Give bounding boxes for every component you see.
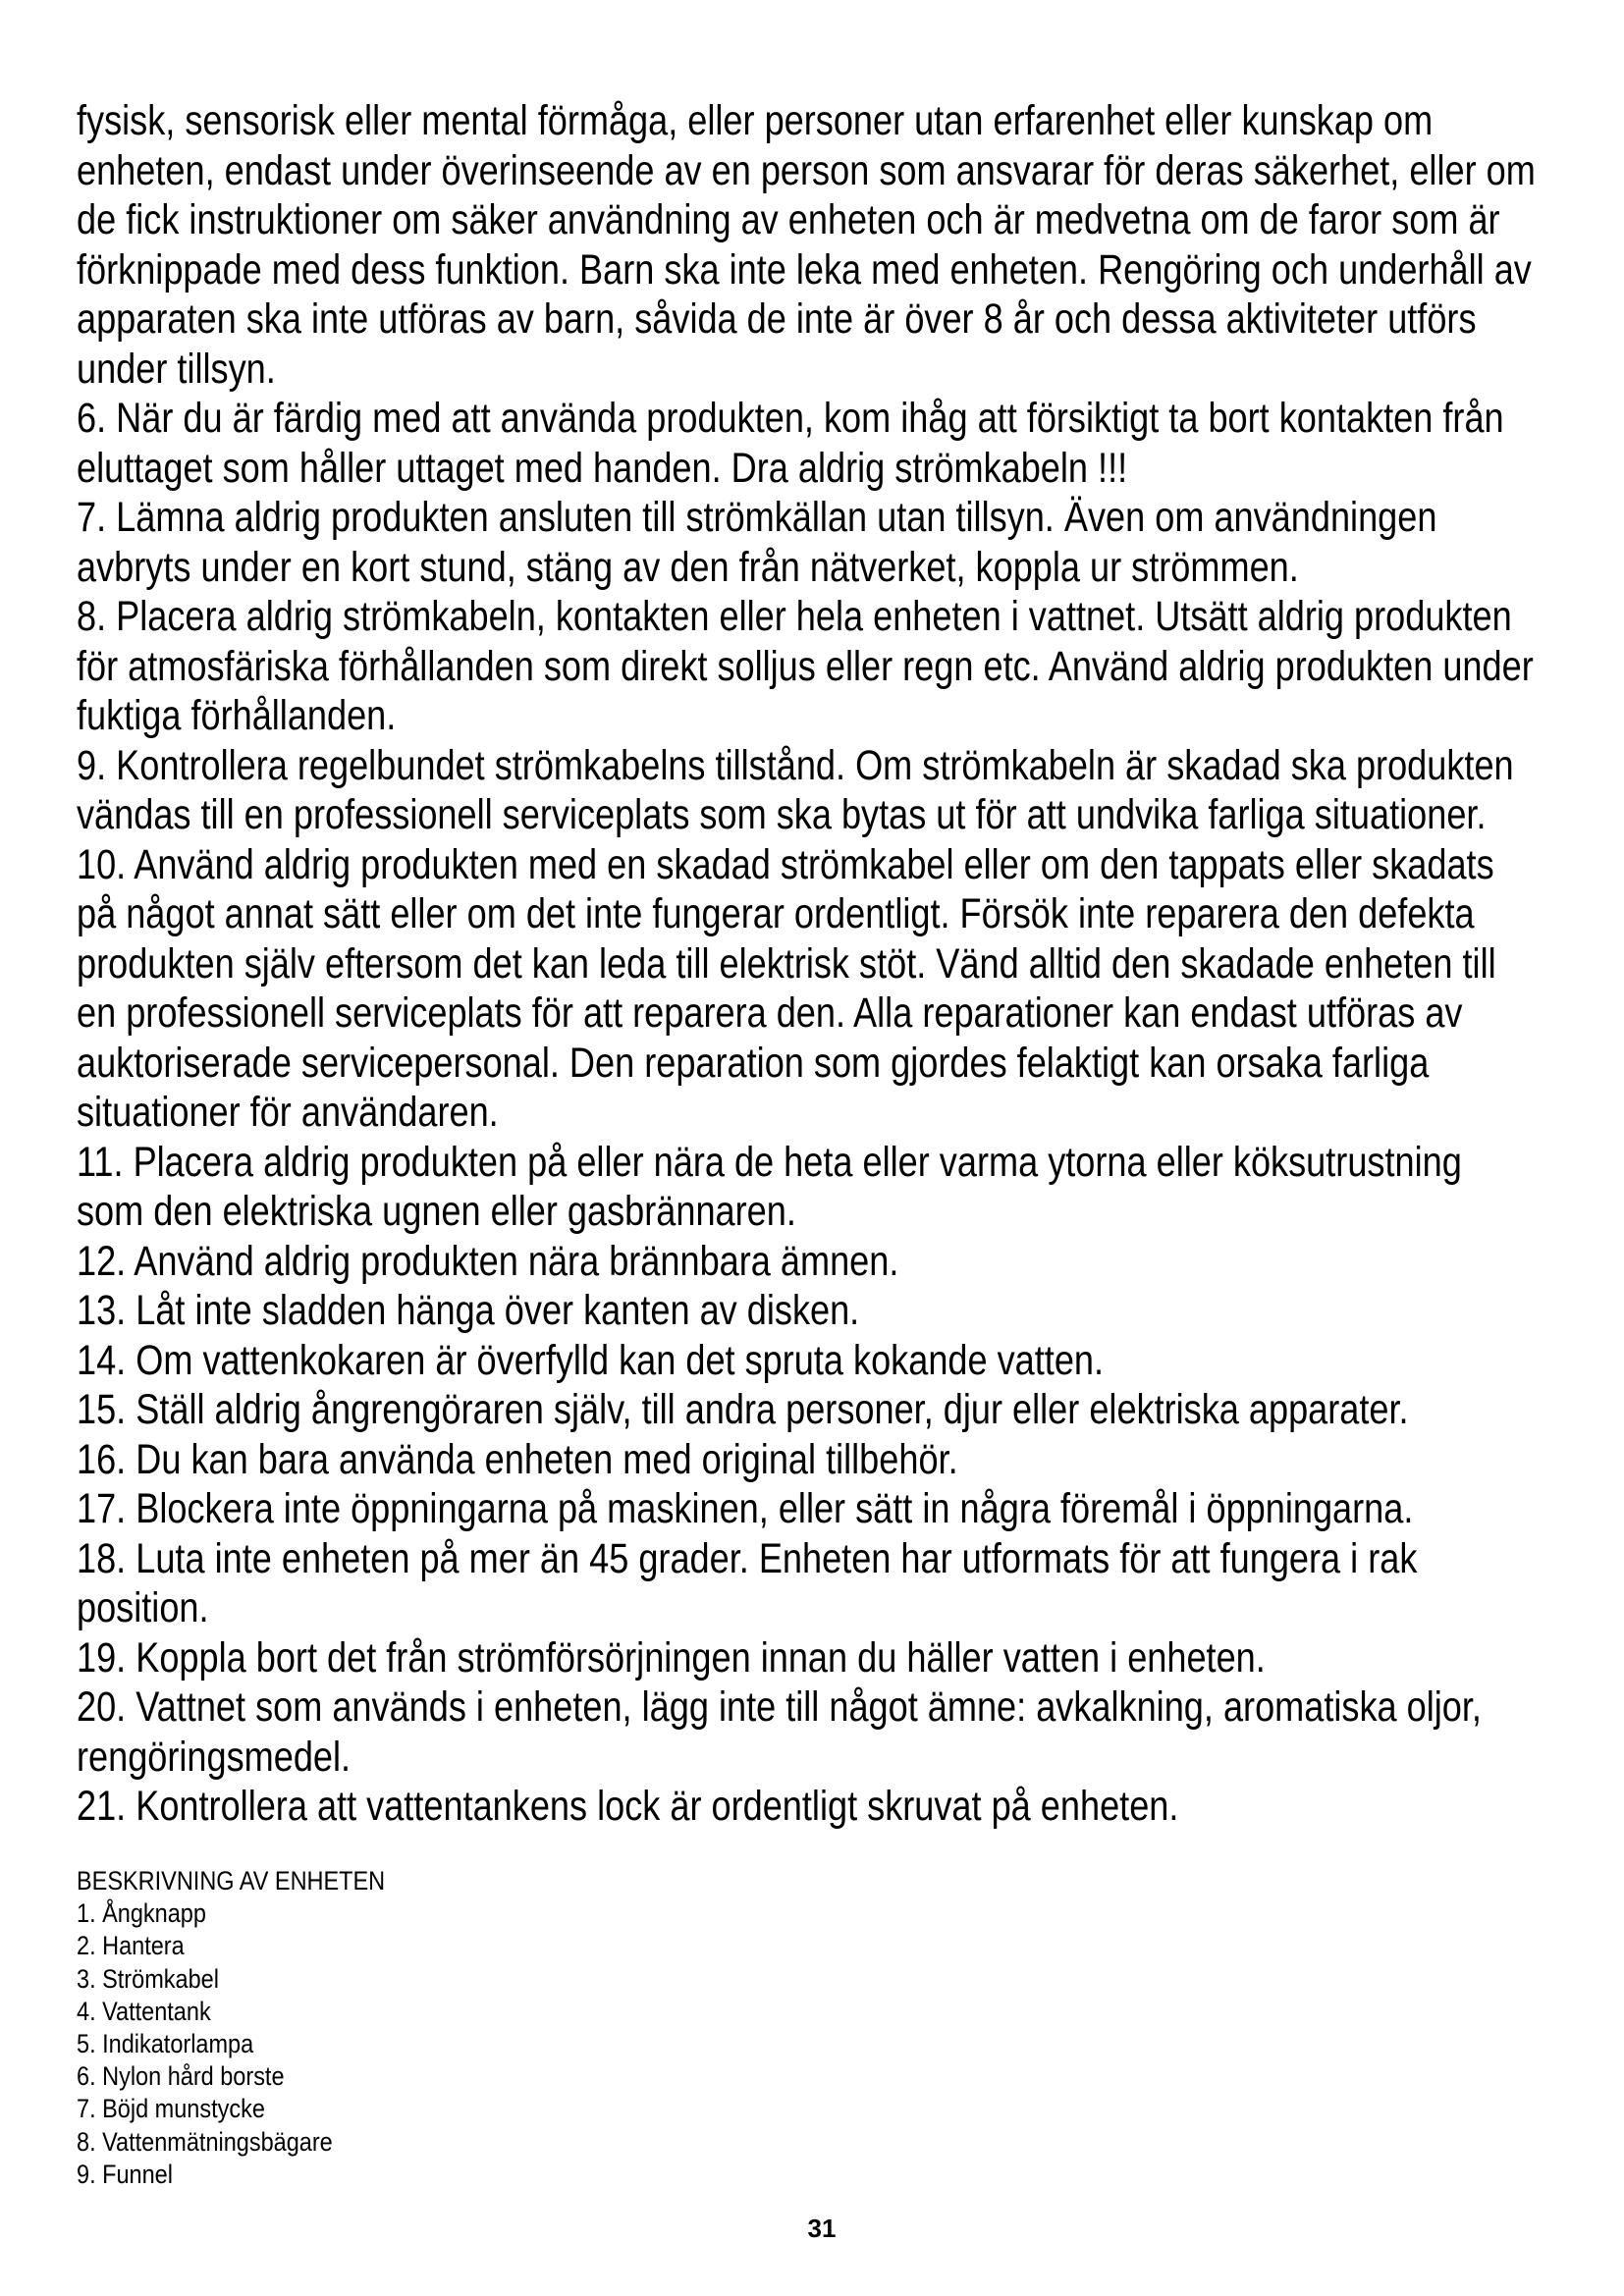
- body-text-line: 7. Lämna aldrig produkten ansluten till strömkällan utan tillsyn. Även om användningen: [77, 494, 1437, 541]
- instruction-item-9: [77, 741, 1618, 840]
- body-text-line: 12. Använd aldrig produkten nära brännbara ämnen.: [77, 1237, 899, 1285]
- body-text-line: 11. Placera aldrig produkten på eller nära de heta eller varma ytorna eller köksutrustning: [77, 1138, 1462, 1186]
- instruction-continuation: [77, 96, 1618, 394]
- body-text-line: förknippade med dess funktion. Barn ska inte leka med enheten. Rengöring och underhåll av: [77, 245, 1532, 294]
- body-text-line: auktoriserade servicepersonal. Den reparation som gjordes felaktigt kan orsaka farliga: [77, 1039, 1430, 1087]
- body-text-line: fysisk, sensorisk eller mental förmåga, eller personer utan erfarenhet eller kunskap om: [77, 97, 1434, 144]
- instruction-item-6: [77, 394, 1618, 493]
- body-text-line: produkten själv eftersom det kan leda till elektrisk stöt. Vänd alltid den skadade enheten till: [77, 939, 1496, 988]
- instruction-item-17: [77, 1484, 1618, 1534]
- parts-list-item: 2. Hantera: [77, 1931, 185, 1961]
- safety-instructions: [77, 96, 1618, 1832]
- body-text-line: de fick instruktioner om säker användning av enheten och är medvetna om de faror som är: [77, 196, 1500, 243]
- body-text-line: rengöringsmedel.: [77, 1733, 352, 1781]
- body-text-line: fuktiga förhållanden.: [77, 692, 397, 739]
- instruction-item-16: [77, 1435, 1618, 1485]
- device-description: [77, 1865, 1058, 2191]
- body-text-line: som den elektriska ugnen eller gasbrännaren.: [77, 1188, 796, 1235]
- instruction-item-13: [77, 1286, 1618, 1336]
- instruction-item-18: [77, 1534, 1618, 1633]
- body-text-line: på något annat sätt eller om det inte fungerar ordentligt. Försök inte reparera den defekta: [77, 890, 1475, 937]
- instruction-item-19: [77, 1633, 1618, 1683]
- body-text-line: 18. Luta inte enheten på mer än 45 grader. Enheten har utformats för att fungera i rak: [77, 1534, 1418, 1582]
- body-text-line: 15. Ställ aldrig ångrengöraren själv, till andra personer, djur eller elektriska apparater.: [77, 1386, 1409, 1433]
- page-number: 31: [807, 2214, 837, 2243]
- body-text-line: 9. Kontrollera regelbundet strömkabelns tillstånd. Om strömkabeln är skadad ska produkten: [77, 741, 1514, 789]
- parts-list-item: 7. Böjd munstycke: [77, 2094, 265, 2124]
- parts-list: [77, 1897, 1058, 2191]
- parts-list-item: 9. Funnel: [77, 2159, 173, 2189]
- instruction-item-10: [77, 840, 1618, 1138]
- body-text-line: 6. När du är färdig med att använda produkten, kom ihåg att försiktigt ta bort kontakten från: [77, 395, 1504, 442]
- parts-list-item: 6. Nylon hård borste: [77, 2061, 285, 2092]
- body-text-line: 14. Om vattenkokaren är överfylld kan det spruta kokande vatten.: [77, 1336, 1105, 1384]
- body-text-line: 8. Placera aldrig strömkabeln, kontakten eller hela enheten i vattnet. Utsätt aldrig produkten: [77, 593, 1512, 640]
- parts-list-item: 4. Vattentank: [77, 1996, 211, 2026]
- body-text-line: 13. Låt inte sladden hänga över kanten av disken.: [77, 1287, 860, 1334]
- body-text-line: 21. Kontrollera att vattentankens lock är ordentligt skruvat på enheten.: [77, 1783, 1179, 1830]
- body-text-line: 20. Vattnet som används i enheten, lägg inte till något ämne: avkalkning, aromatiska oljor,: [77, 1683, 1482, 1731]
- body-text-line: apparaten ska inte utföras av barn, såvida de inte är över 8 år och dessa aktiviteter utförs: [77, 295, 1477, 343]
- body-text-line: avbryts under en kort stund, stäng av den från nätverket, koppla ur strömmen.: [77, 543, 1299, 591]
- instruction-item-11: [77, 1138, 1618, 1237]
- body-text-line: för atmosfäriska förhållanden som direkt solljus eller regn etc. Använd aldrig produkten under: [77, 642, 1534, 690]
- parts-list-item: 8. Vattenmätningsbägare: [77, 2126, 333, 2157]
- parts-list-item: 3. Strömkabel: [77, 1963, 219, 1994]
- instruction-item-20: [77, 1682, 1618, 1782]
- parts-list-item: 1. Ångknapp: [77, 1898, 206, 1929]
- body-text-line: situationer för användaren.: [77, 1089, 499, 1136]
- instruction-item-15: [77, 1385, 1618, 1435]
- instruction-item-12: [77, 1237, 1618, 1287]
- body-text-line: eluttaget som håller uttaget med handen. Dra aldrig strömkabeln !!!: [77, 444, 1128, 492]
- section-heading: BESKRIVNING AV ENHETEN: [77, 1866, 386, 1896]
- body-text-line: position.: [77, 1584, 209, 1631]
- body-text-line: under tillsyn.: [77, 345, 276, 393]
- instruction-item-8: [77, 592, 1618, 741]
- instruction-item-14: [77, 1336, 1618, 1386]
- body-text-line: enheten, endast under överinseende av en person som ansvarar för deras säkerhet, eller om: [77, 146, 1536, 194]
- body-text-line: 19. Koppla bort det från strömförsörjningen innan du häller vatten i enheten.: [77, 1633, 1266, 1682]
- body-text-line: vändas till en professionell serviceplats som ska bytas ut för att undvika farliga situationer.: [77, 791, 1487, 838]
- body-text-line: 10. Använd aldrig produkten med en skadad strömkabel eller om den tappats eller skadats: [77, 840, 1494, 888]
- instruction-item-21: [77, 1782, 1618, 1832]
- body-text-line: 17. Blockera inte öppningarna på maskinen, eller sätt in några föremål i öppningarna.: [77, 1485, 1414, 1532]
- body-text-line: 16. Du kan bara använda enheten med original tillbehör.: [77, 1435, 958, 1483]
- instruction-item-7: [77, 493, 1618, 592]
- body-text-line: en professionell serviceplats för att reparera den. Alla reparationer kan endast utföras av: [77, 989, 1463, 1037]
- parts-list-item: 5. Indikatorlampa: [77, 2028, 254, 2058]
